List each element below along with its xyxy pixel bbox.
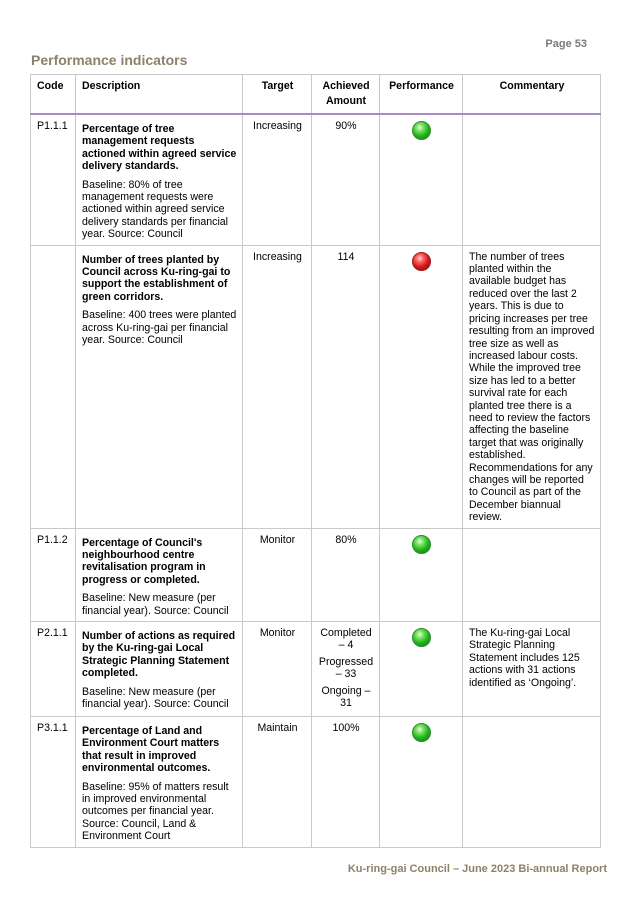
cell-code: P2.1.1 [31,622,76,717]
achieved-value: 100% [332,722,360,735]
achieved-value-completed: Completed – 4 [320,627,372,652]
page-number: Page 53 [545,38,587,50]
status-green-icon [412,535,431,554]
table-row [31,245,601,528]
indicator-baseline: Baseline: 400 trees were planted across Ku-ring-gai per financial year. Source: Council [82,309,237,347]
cell-achieved [312,245,380,528]
cell-achieved [312,622,380,717]
cell-description [76,528,243,621]
achieved-value-progressed: Progressed – 33 [318,655,374,681]
cell-code: P1.1.1 [31,114,76,245]
header-description: Description [76,75,243,115]
indicator-title: Number of trees planted by Council across Ku-ring-gai to support the establishment of green corridors. [82,253,231,303]
cell-commentary [463,114,601,245]
table-row [31,622,601,717]
cell-performance [380,717,463,848]
indicator-baseline: Baseline: New measure (per financial year). Source: Council [82,592,229,617]
cell-achieved [312,717,380,848]
cell-target: Maintain [243,717,312,848]
table-header-row [31,75,601,115]
indicator-title: Percentage of Council's neighbourhood centre revitalisation program in progress or completed. [82,536,206,586]
cell-code [31,245,76,528]
status-red-icon [412,252,431,271]
section-title: Performance indicators [31,52,188,68]
cell-description [76,622,243,717]
cell-code: P3.1.1 [31,717,76,848]
indicator-title: Percentage of tree management requests actioned within agreed service delivery standards. [82,123,237,173]
cell-performance [380,622,463,717]
indicator-baseline: Baseline: New measure (per financial year). Source: Council [82,685,229,711]
cell-target: Increasing [243,114,312,245]
table-row [31,528,601,621]
cell-performance [380,528,463,621]
cell-achieved [312,528,380,621]
cell-description [76,717,243,848]
cell-performance [380,114,463,245]
cell-description [76,114,243,245]
report-footer: Ku-ring-gai Council – June 2023 Bi-annual Report [347,863,607,875]
cell-target: Monitor [243,622,312,717]
performance-indicators-table [30,74,601,848]
table-row [31,114,601,245]
cell-achieved [312,114,380,245]
achieved-value: 114 [337,250,355,263]
cell-performance [380,245,463,528]
status-green-icon [412,628,431,647]
cell-commentary [463,528,601,621]
header-target: Target [243,75,312,115]
cell-commentary: The Ku-ring-gai Local Strategic Planning Statement includes 125 actions with 31 actions identified as ‘Ongoing’. [463,622,601,717]
cell-target: Monitor [243,528,312,621]
status-green-icon [412,723,431,742]
cell-target: Increasing [243,245,312,528]
indicator-baseline: Baseline: 95% of matters result in improved environmental outcomes per financial year. Source: Council, Land & Environment Court [82,780,229,843]
cell-code: P1.1.2 [31,528,76,621]
header-achieved-amount: Achieved Amount [312,75,380,115]
achieved-value: 80% [335,533,357,546]
achieved-value: 90% [335,120,357,132]
cell-description [76,245,243,528]
achieved-value-ongoing: Ongoing – 31 [321,684,371,710]
cell-commentary [463,717,601,848]
indicator-title: Number of actions as required by the Ku-ring-gai Local Strategic Planning Statement completed. [82,630,236,680]
header-code: Code [31,75,76,115]
table-row [31,717,601,848]
header-performance: Performance [380,75,463,115]
status-green-icon [412,121,431,140]
cell-commentary: The number of trees planted within the available budget has reduced over the last 2 years. This is due to pricing increases per tree resulting from an improved tree size as well as increased labour costs. While the improved tree size has led to a better survival rate for each planted tree there is a need to review the factors affecting the baseline target that was originally established. Recommendations for any changes will be reported to Council as part of the December biannual review. [463,245,601,528]
indicator-baseline: Baseline: 80% of tree management requests were actioned within agreed service delivery standards per financial year. Source: Council [82,178,229,241]
header-commentary: Commentary [463,75,601,115]
indicator-title: Percentage of Land and Environment Court matters that result in improved environmental outcomes. [82,725,220,775]
